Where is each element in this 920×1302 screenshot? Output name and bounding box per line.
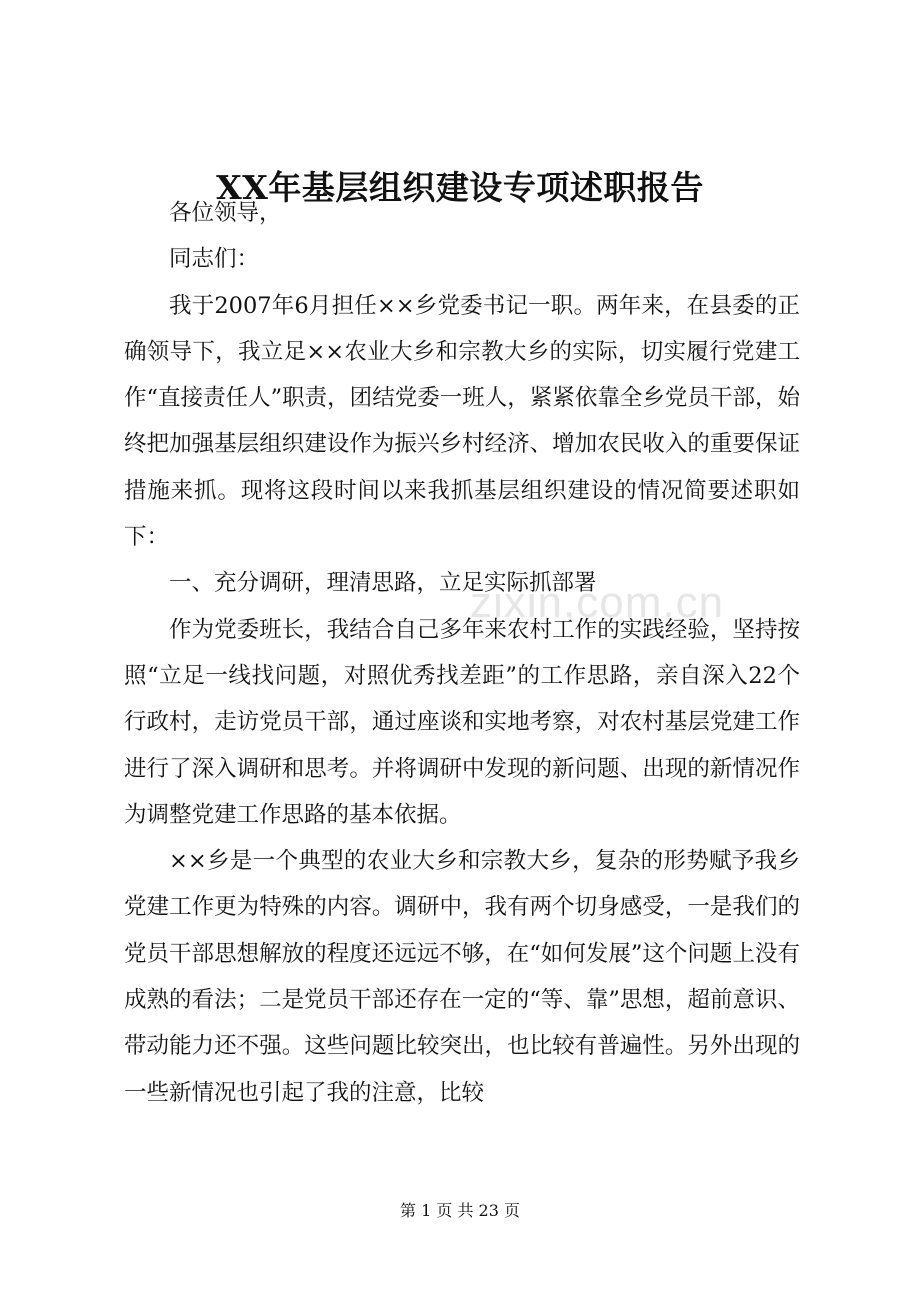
- section-heading-1: 一、充分调研，理清思路，立足实际抓部署: [169, 570, 597, 597]
- watermark: zixin.com.cn: [470, 578, 725, 627]
- salutation-comrades: 同志们：: [169, 246, 260, 273]
- body-paragraph: 作为党委班长，我结合自己多年来农村工作的实践经验，坚持按照“立足一线找问题，对照优秀找差距”的工作思路，亲自深入22个行政村，走访党员干部，通过座谈和实地考察，对农村基层党建工作进行了深入调研和思考。并将调研中发现的新问题、出现的新情况作为调整党建工作思路的基本依据。: [124, 616, 800, 828]
- intro-paragraph: 我于2007年6月担任××乡党委书记一职。两年来，在县委的正确领导下，我立足××农业大乡和宗教大乡的实际，切实履行党建工作“直接责任人”职责，团结党委一班人，紧紧依靠全乡党员干部，始终把加强基层组织建设作为振兴乡村经济、增加农民收入的重要保证措施来抓。现将这段时间以来我抓基层组织建设的情况简要述职如下：: [124, 292, 800, 551]
- body-paragraph: ××乡是一个典型的农业大乡和宗教大乡，复杂的形势赋予我乡党建工作更为特殊的内容。调研中，我有两个切身感受，一是我们的党员干部思想解放的程度还远远不够，在“如何发展”这个问题上没有成熟的看法；二是党员干部还存在一定的“等、靠”思想，超前意识、带动能力还不强。这些问题比较突出，也比较有普遍性。另外出现的一些新情况也引起了我的注意，比较: [124, 848, 800, 1106]
- salutation-leaders: 各位领导，: [169, 200, 282, 226]
- page-footer: 第 1 页 共 23 页: [400, 1201, 520, 1220]
- document-body: [124, 190, 800, 1116]
- page-title: XX年基层组织建设专项述职报告: [216, 168, 704, 207]
